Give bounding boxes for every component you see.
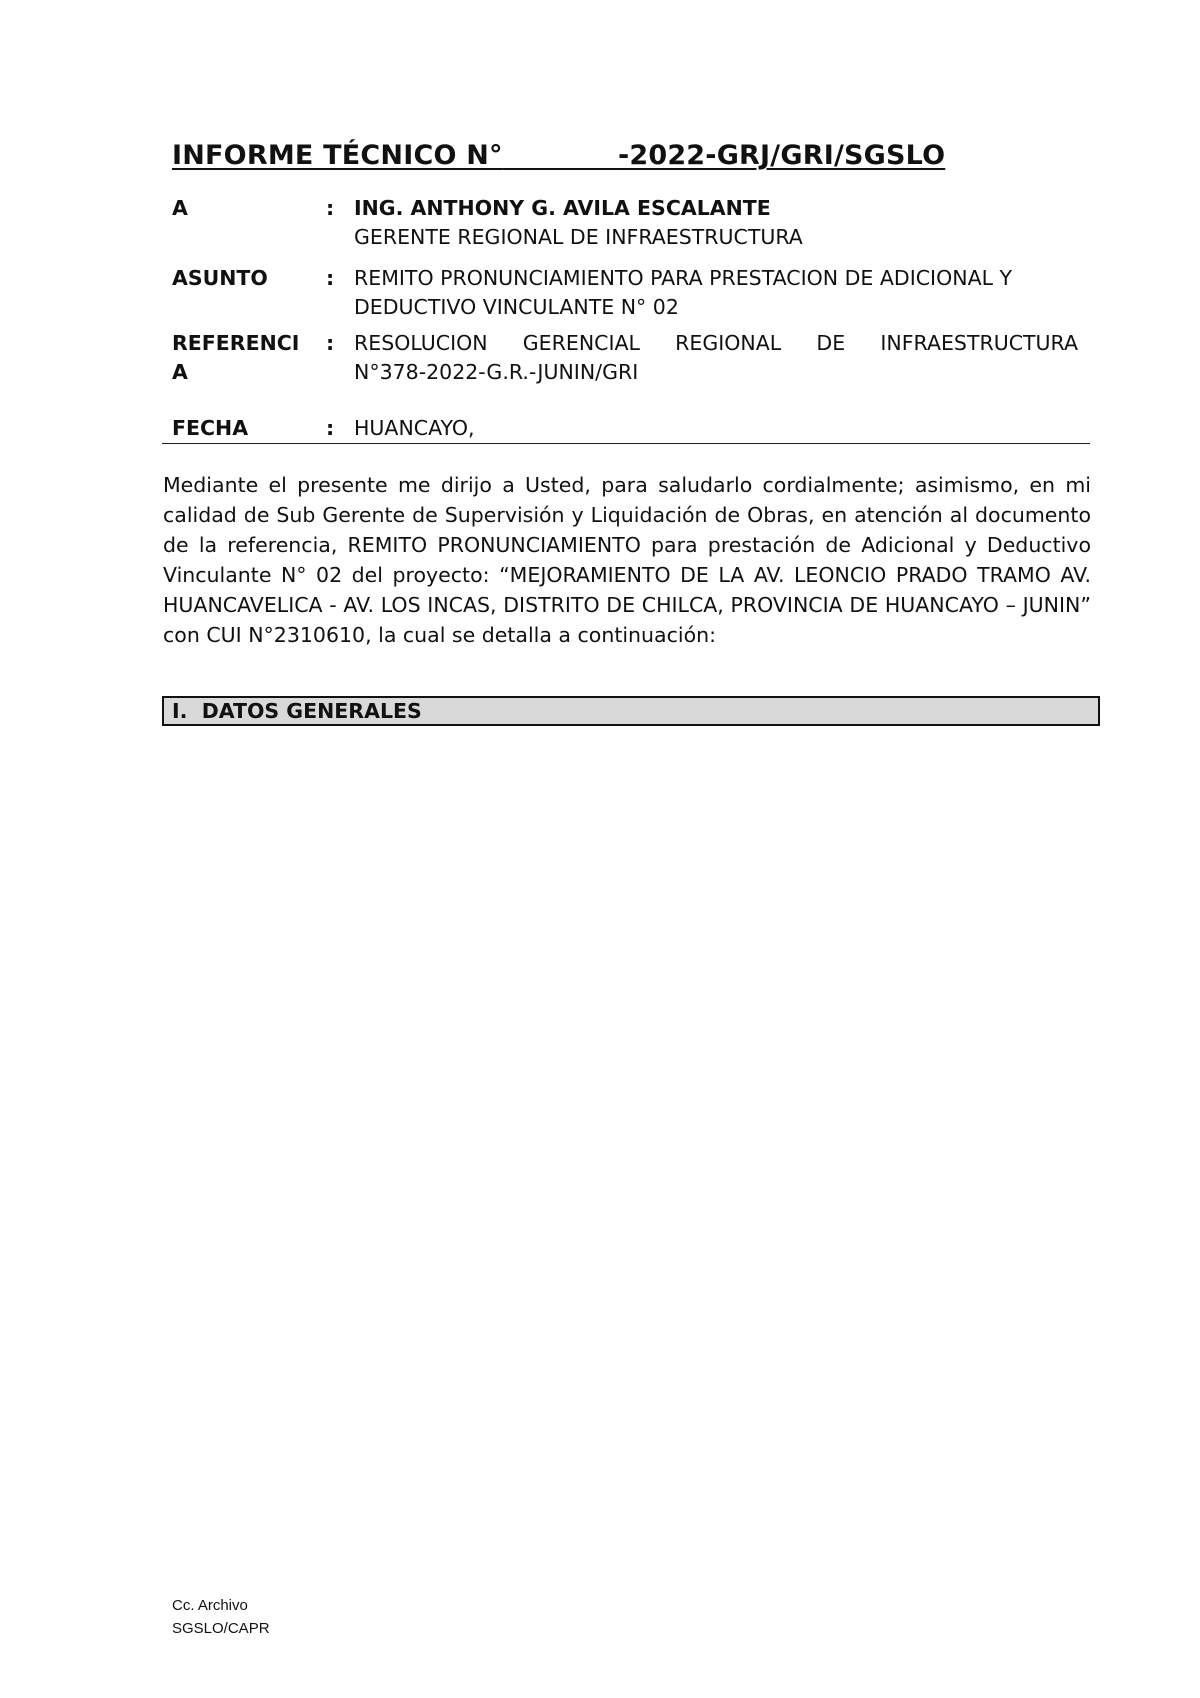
document-title bbox=[172, 140, 945, 171]
header-value-date bbox=[354, 414, 1078, 443]
section-number: I. bbox=[172, 699, 188, 723]
header-value-to bbox=[354, 194, 1078, 252]
header-label-to: A bbox=[172, 196, 188, 220]
section-title: DATOS GENERALES bbox=[201, 699, 422, 723]
subject-line-1: REMITO PRONUNCIAMIENTO PARA PRESTACION DE ADICIONAL Y bbox=[354, 266, 1013, 290]
header-colon: : bbox=[326, 416, 335, 440]
header-label-subject: ASUNTO bbox=[172, 266, 268, 290]
date-value: HUANCAYO, bbox=[354, 416, 475, 440]
title-suffix: -2022-GRJ/GRI/SGSLO bbox=[617, 140, 946, 171]
footer-line-1: Cc. Archivo bbox=[172, 1597, 248, 1614]
header-label-date: FECHA bbox=[172, 416, 249, 440]
header-value-subject bbox=[354, 264, 1078, 322]
reference-line-2: N°378-2022-G.R.-JUNIN/GRI bbox=[354, 360, 639, 384]
header-value-reference bbox=[354, 329, 1078, 387]
body-paragraph: Mediante el presente me dirijo a Usted, para saludarlo cordialmente; asimismo, en mi calidad de Sub Gerente de Supervisión y Liquidación de Obras, en atención al documento de la referencia, REMITO PRONUNCIAMIENTO para prestación de Adicional y Deductivo Vinculante N° 02 del proyecto: “MEJORAMIENTO DE LA AV. LEONCIO PRADO TRAMO AV. HUANCAVELICA - AV. LOS INCAS, DISTRITO DE CHILCA, PROVINCIA DE HUANCAYO – JUNIN” con CUI N°2310610, la cual se detalla a continuación: bbox=[163, 473, 1091, 647]
footer-line-2: SGSLO/CAPR bbox=[172, 1620, 270, 1637]
subject-line-2: DEDUCTIVO VINCULANTE N° 02 bbox=[354, 295, 679, 319]
title-prefix: INFORME TÉCNICO N° bbox=[172, 140, 503, 171]
section-heading bbox=[162, 696, 1100, 726]
recipient-position: GERENTE REGIONAL DE INFRAESTRUCTURA bbox=[354, 225, 803, 249]
header-colon: : bbox=[326, 331, 335, 355]
reference-line-1: RESOLUCION GERENCIAL REGIONAL DE INFRAESTRUCTURA bbox=[354, 331, 1078, 355]
header-label-reference: REFERENCIA bbox=[172, 331, 300, 384]
recipient-name: ING. ANTHONY G. AVILA ESCALANTE bbox=[354, 196, 771, 220]
header-colon: : bbox=[326, 266, 335, 290]
header-colon: : bbox=[326, 196, 335, 220]
header-divider bbox=[162, 443, 1090, 444]
footer-cc bbox=[172, 1594, 270, 1640]
